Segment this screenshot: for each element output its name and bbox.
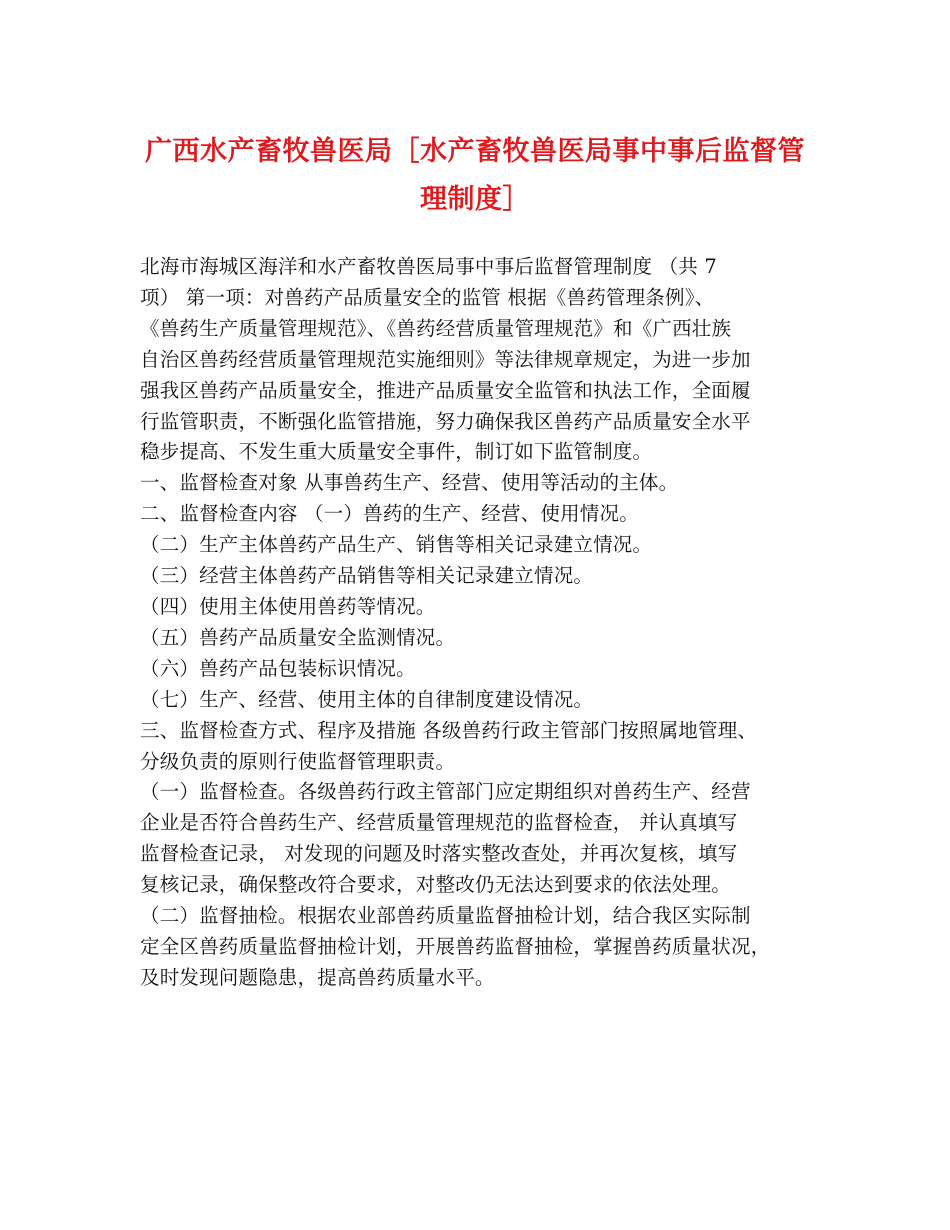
body-line-9: 二、监督检查内容 （一）兽药的生产、经营、使用情况。: [140, 502, 639, 526]
body-line-11: （三）经营主体兽药产品销售等相关记录建立情况。: [140, 564, 594, 588]
body-line-15: （七）生产、经营、使用主体的自律制度建设情况。: [140, 687, 594, 711]
body-line-22: （二）监督抽检。根据农业部兽药质量监督抽检计划，结合我区实际制: [140, 904, 751, 928]
body-line-7: 稳步提高、不发生重大质量安全事件，制订如下监管制度。: [140, 440, 653, 464]
title-line-2: 理制度］: [420, 184, 530, 215]
document-body: [140, 252, 820, 994]
body-line-1: 北海市海城区海洋和水产畜牧兽医局事中事后监督管理制度 （共 7: [140, 255, 718, 278]
body-line-20: 监督检查记录， 对发现的问题及时落实整改查处，并再次复核，填写: [140, 842, 738, 866]
body-line-21: 复核记录，确保整改符合要求，对整改仍无法达到要求的依法处理。: [140, 873, 732, 897]
body-line-16: 三、监督检查方式、程序及措施 各级兽药行政主管部门按照属地管理、: [140, 718, 758, 742]
document-title: [110, 128, 840, 224]
body-line-14: （六）兽药产品包装标识情况。: [140, 656, 416, 680]
body-line-2: 项） 第一项：对兽药产品质量安全的监管 根据《兽药管理条例》、: [140, 285, 715, 309]
body-line-6: 行监管职责，不断强化监管措施，努力确保我区兽药产品质量安全水平: [140, 409, 751, 433]
body-line-24: 及时发现问题隐患，提高兽药质量水平。: [140, 965, 495, 989]
body-line-4: 自治区兽药经营质量管理规范实施细则》等法律规章规定，为进一步加: [140, 347, 751, 371]
body-line-3: 《兽药生产质量管理规范》、《兽药经营质量管理规范》和《广西壮族: [140, 316, 732, 340]
body-line-8: 一、监督检查对象 从事兽药生产、经营、使用等活动的主体。: [140, 471, 679, 495]
body-line-5: 强我区兽药产品质量安全，推进产品质量安全监管和执法工作，全面履: [140, 378, 751, 402]
body-line-10: （二）生产主体兽药产品生产、销售等相关记录建立情况。: [140, 533, 653, 557]
body-line-12: （四）使用主体使用兽药等情况。: [140, 594, 436, 618]
body-line-13: （五）兽药产品质量安全监测情况。: [140, 625, 456, 649]
body-line-19: 企业是否符合兽药生产、经营质量管理规范的监督检查， 并认真填写: [140, 811, 738, 835]
title-line-1: 广西水产畜牧兽医局［水产畜牧兽医局事中事后监督管: [145, 136, 805, 167]
body-line-23: 定全区兽药质量监督抽检计划，开展兽药监督抽检，掌握兽药质量状况，: [140, 934, 771, 958]
body-line-18: （一）监督检查。各级兽药行政主管部门应定期组织对兽药生产、经营: [140, 780, 751, 804]
body-line-17: 分级负责的原则行使监督管理职责。: [140, 749, 456, 773]
